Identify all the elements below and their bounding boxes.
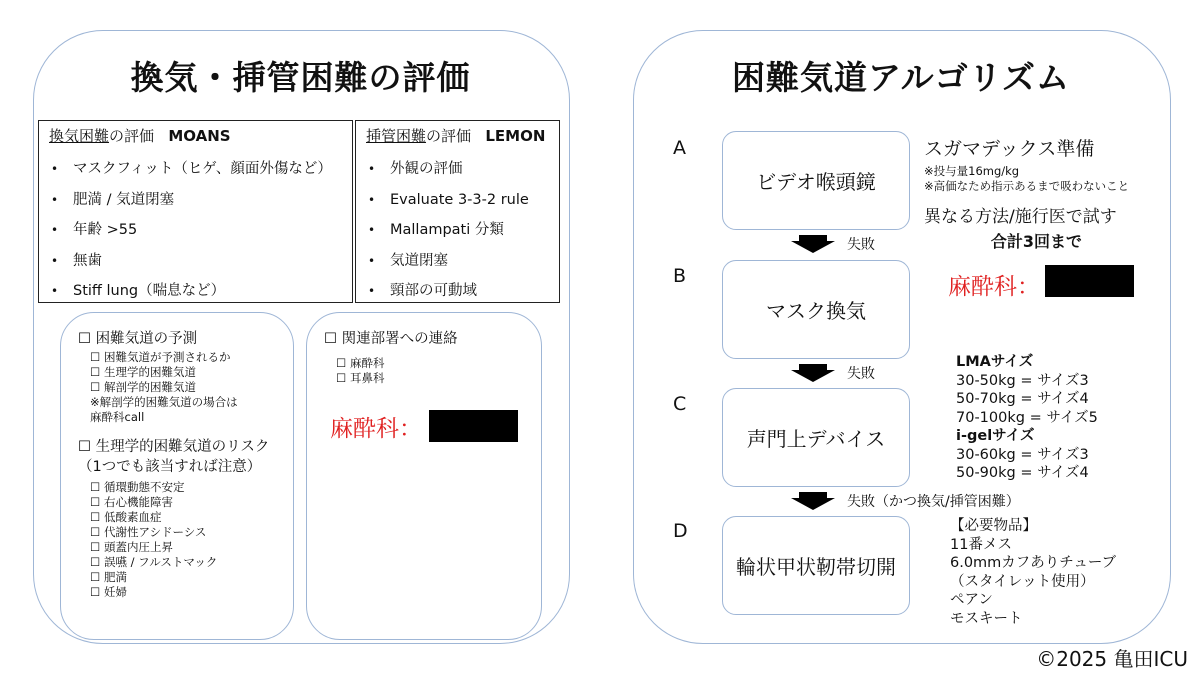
c-info <box>956 353 1098 483</box>
right-title: 困難気道アルゴリズム <box>731 58 1071 97</box>
down-arrow-icon <box>791 492 835 510</box>
risk-item: ☐ 右心機能障害 <box>90 495 173 509</box>
lemon-box <box>355 120 560 303</box>
step-letter-a: A <box>673 137 686 159</box>
predict-item: ☐ 困難気道が予測されるか <box>90 350 231 364</box>
igel-size-title: i-gelサイズ <box>956 428 1035 444</box>
risk-list <box>90 480 285 600</box>
lemon-heading: 挿管困難の評価 LEMON <box>366 127 546 145</box>
lemon-item: • Mallampati 分類 <box>356 215 559 246</box>
total-attempts-label: 合計3回まで <box>990 232 1083 251</box>
a-note: ※投与量16mg/kg <box>924 164 1020 178</box>
lemon-item: • 外観の評価 <box>356 154 559 185</box>
fail-label: 失敗 <box>847 237 875 253</box>
lemon-item: • 頸部の可動域 <box>356 276 559 307</box>
lma-size-row: 30-50kg = サイズ3 <box>956 372 1089 389</box>
igel-size-row: 50-90kg = サイズ4 <box>956 465 1089 481</box>
moans-list <box>39 154 352 307</box>
step-supraglottic-device: 声門上デバイス <box>722 388 910 487</box>
b-anesth-label: 麻酔科： <box>948 274 1040 300</box>
a-info <box>924 134 1164 252</box>
lemon-list <box>356 154 559 307</box>
lma-size-row: 70-100kg = サイズ5 <box>956 409 1098 426</box>
d-info-row: （スタイレット使用） <box>950 573 1095 590</box>
step-letter-c: C <box>673 393 687 415</box>
risk-item: ☐ 妊婦 <box>90 585 127 599</box>
lma-size-title: LMAサイズ <box>956 354 1034 370</box>
step-mask-ventilation: マスク換気 <box>722 260 910 359</box>
moans-item: • マスクフィット（ヒゲ、顔面外傷など） <box>39 154 352 185</box>
redacted-block <box>429 410 518 442</box>
left-title: 換気・挿管困難の評価 <box>130 58 471 97</box>
risk-item: ☐ 低酸素血症 <box>90 510 162 524</box>
risk-item: ☐ 肥満 <box>90 570 127 584</box>
lma-size-row: 50-70kg = サイズ4 <box>956 391 1089 407</box>
contact-item: ☐ 麻酔科 <box>336 356 385 370</box>
contact-title: ☐ 関連部署への連絡 <box>324 331 458 347</box>
step-cricothyrotomy: 輪状甲状靭帯切開 <box>722 516 910 615</box>
risk-title: ☐ 生理学的困難気道のリスク <box>78 439 270 455</box>
retry-label: 異なる方法/施行医で試す <box>924 207 1117 227</box>
predict-note: ※解剖学的困難気道の場合は <box>90 395 238 409</box>
predict-note: 麻酔科call <box>90 410 145 424</box>
risk-item: ☐ 誤嚥 / フルストマック <box>90 555 218 569</box>
d-info-row: 6.0mmカフありチューブ <box>950 555 1117 571</box>
down-arrow-icon <box>791 364 835 382</box>
step-video-laryngoscope: ビデオ喉頭鏡 <box>722 131 910 230</box>
d-info-row: モスキート <box>950 610 1023 627</box>
moans-item: • 肥満 / 気道閉塞 <box>39 185 352 216</box>
predict-title: ☐ 困難気道の予測 <box>78 331 198 347</box>
fail-label: 失敗（かつ換気/挿管困難） <box>847 494 1020 510</box>
contact-item: ☐ 耳鼻科 <box>336 371 385 385</box>
contact-list <box>336 356 384 386</box>
risk-item: ☐ 頭蓋内圧上昇 <box>90 540 173 554</box>
fail-label: 失敗 <box>847 366 875 382</box>
redacted-block <box>1045 265 1134 297</box>
predict-item: ☐ 生理学的困難気道 <box>90 365 196 379</box>
lemon-item: • Evaluate 3-3-2 rule <box>356 185 559 216</box>
moans-item: • 年齢 >55 <box>39 215 352 246</box>
moans-box <box>38 120 353 303</box>
d-info-row: ペアン <box>950 592 993 608</box>
moans-item: • Stiff lung（喘息など） <box>39 276 352 307</box>
d-info-row: 【必要物品】 <box>950 518 1037 534</box>
predict-item: ☐ 解剖学的困難気道 <box>90 380 196 394</box>
d-info-row: 11番メス <box>950 536 1012 553</box>
d-info <box>950 517 1116 628</box>
risk-item: ☐ 循環動態不安定 <box>90 480 185 494</box>
predict-list <box>90 350 285 425</box>
sugammadex-label: スガマデックス準備 <box>924 138 1095 160</box>
risk-item: ☐ 代謝性アシドーシス <box>90 525 207 539</box>
lemon-item: • 気道閉塞 <box>356 246 559 277</box>
down-arrow-icon <box>791 235 835 253</box>
moans-heading: 換気困難の評価 MOANS <box>49 127 231 145</box>
step-letter-b: B <box>673 265 687 287</box>
copyright: ©2025 亀田ICU <box>1036 647 1188 671</box>
contact-anesth-label: 麻酔科： <box>330 416 422 442</box>
moans-item: • 無歯 <box>39 246 352 277</box>
igel-size-row: 30-60kg = サイズ3 <box>956 446 1089 463</box>
risk-subtitle: （1つでも該当すれば注意） <box>78 459 262 475</box>
a-note: ※高価なため指示あるまで吸わないこと <box>924 179 1130 193</box>
step-letter-d: D <box>673 520 688 542</box>
